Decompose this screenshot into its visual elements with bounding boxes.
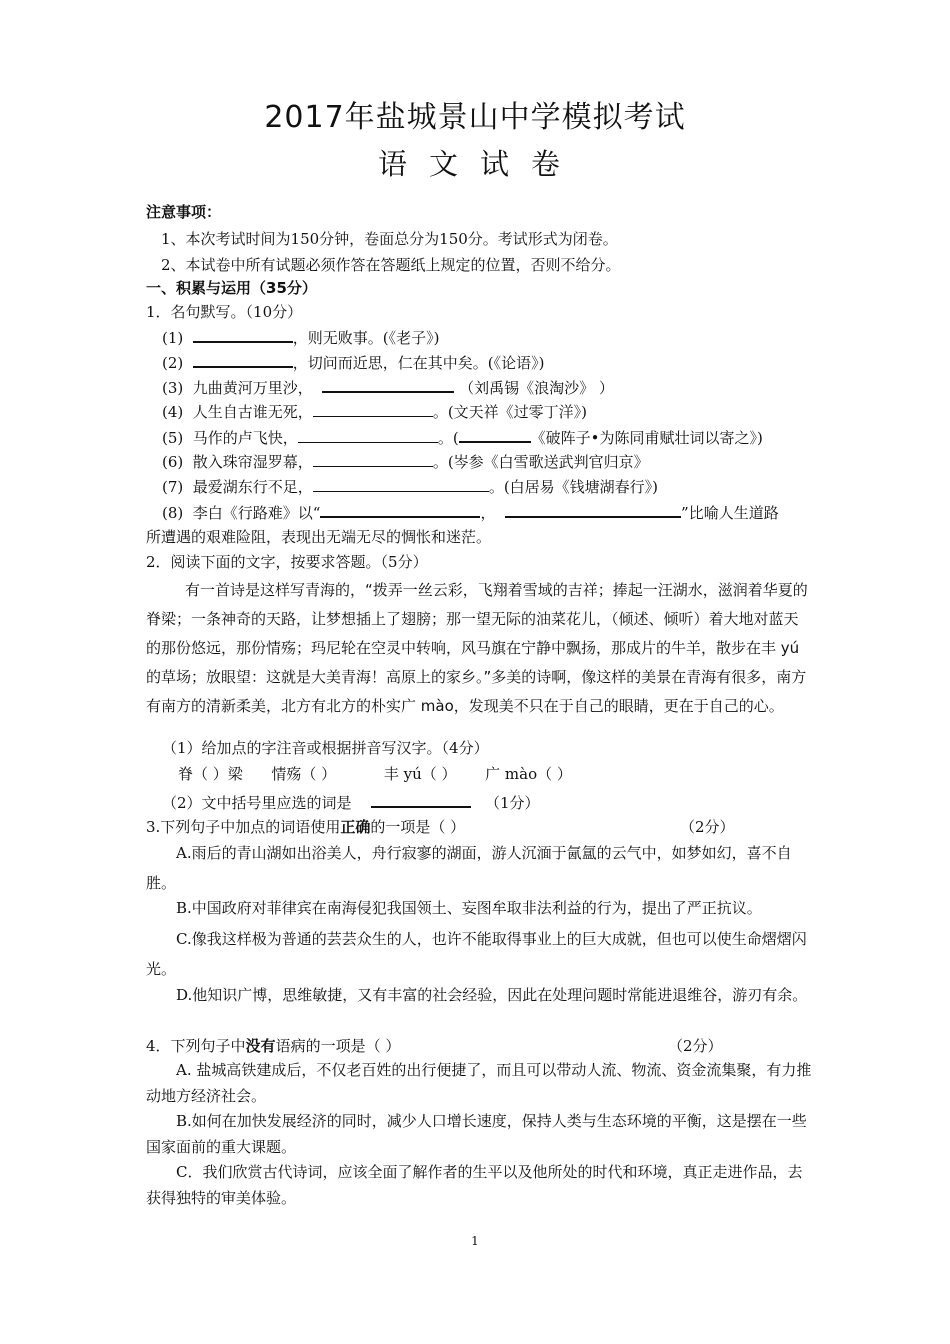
q1-item-8-cont: 所遭遇的艰难险阻，表现出无端无尽的惆怅和迷茫。: [146, 528, 492, 546]
sub2-text: （2）文中括号里应选的词是: [162, 794, 352, 812]
item-source: 《破阵子•为陈同甫赋壮词以寄之》): [530, 429, 763, 447]
pinyin-item-1: 脊（ ）梁: [178, 765, 243, 783]
notice-item-1: 1、本次考试时间为150分钟，卷面总分为150分。考试形式为闭卷。: [161, 230, 618, 248]
q4-option-c: C．我们欣赏古代诗词，应该全面了解作者的生平以及他所处的时代和环境，真正走进作品，去获得独特的审美体验。: [146, 1163, 803, 1207]
q4-stem: [146, 1036, 400, 1056]
item-num: (2): [162, 354, 184, 372]
item-num: (1): [162, 329, 184, 347]
q4-stem-b: 语病的一项是（ ）: [275, 1037, 401, 1055]
q1-item-5: [162, 427, 763, 448]
item-source: 。(岑参《白雪歌送武判官归京》: [432, 453, 649, 471]
q1-stem: 1．名句默写。（10分）: [146, 303, 303, 321]
q1-item-2: [162, 352, 545, 373]
item-source: 。(文天祥《过零丁洋》): [432, 403, 588, 421]
q4-stem-a: 4．下列句子中: [146, 1037, 246, 1055]
item-text: 九曲黄河万里沙，: [192, 379, 313, 397]
page-number: 1: [471, 1234, 479, 1248]
answer-blank[interactable]: [371, 792, 471, 808]
item-text: 最爱湖东行不足，: [192, 478, 313, 496]
section-heading: 一、积累与运用（35分）: [146, 279, 317, 297]
exam-title: 2017年盐城景山中学模拟考试: [264, 100, 686, 135]
notice-heading: 注意事项：: [146, 203, 222, 221]
item-source: 。(白居易《钱塘湖春行》): [488, 478, 659, 496]
q4-option-a: A. 盐城高铁建成后，不仅老百姓的出行便捷了，而且可以带动人流、物流、资金流集聚，有力推动地方经济社会。: [146, 1061, 812, 1105]
q3-score: （2分）: [680, 818, 735, 836]
q2-sub1-items: [178, 764, 572, 784]
item-text: 李白《行路难》以“: [192, 504, 321, 522]
pinyin-item-2: 情殇（ ）: [271, 765, 337, 783]
q3-option-a: A.雨后的青山湖如出浴美人，舟行寂寥的湖面，游人沉湎于氤氲的云气中，如梦如幻，喜不自胜。: [146, 844, 792, 892]
q1-item-3: [162, 377, 614, 398]
reading-passage: 有一首诗是这样写青海的，“拨弄一丝云彩，飞翔着雪域的吉祥；捧起一汪湖水，滋润着华夏的脊梁；一条神奇的天路，让梦想插上了翅膀；那一望无际的油菜花儿，（倾述、倾听）着大地对蓝天的那份悠远，那份情殇；玛尼轮在空灵中转响，风马旗在宁静中飘扬，那成片的牛羊，散步在丰 yú的草场；放眼望：这就是大美青海！高原上的家乡。”多美的诗啊，像这样的美景在青海有很多，南方有南方的清新柔美，北方有北方的朴实广 mào，发现美不只在于自己的眼睛，更在于自己的心。: [146, 581, 808, 715]
item-num: (3): [162, 379, 184, 397]
item-num: (4): [162, 403, 184, 421]
q2-stem-text: 2．阅读下面的文字，按要求答题。（5分）: [146, 553, 428, 571]
item-source: （刘禹锡《浪淘沙》 ）: [459, 379, 614, 397]
q2-sub1: （1）给加点的字注音或根据拼音写汉字。（4分）: [162, 739, 489, 757]
q4-option-b: B.如何在加快发展经济的同时，减少人口增长速度，保持人类与生态环境的平衡，这是摆在一些国家面前的重大课题。: [146, 1112, 807, 1156]
q3-option-c: C.像我这样极为普通的芸芸众生的人，也许不能取得事业上的巨大成就，但也可以使生命熠熠闪光。: [146, 930, 807, 978]
answer-blank[interactable]: [322, 377, 454, 393]
item-text: 人生自古谁无死，: [192, 403, 313, 421]
q3-option-d: D.他知识广博，思维敏捷，又有丰富的社会经验，因此在处理问题时常能进退维谷，游刃有余。: [176, 986, 808, 1004]
q4-score: （2分）: [668, 1037, 723, 1055]
q2-sub2: [162, 792, 539, 813]
sub2-score: （1分）: [484, 794, 540, 812]
q1-item-1: [162, 327, 440, 348]
q1-item-6: [162, 452, 649, 472]
q1-item-7: [162, 477, 658, 497]
answer-blank[interactable]: [313, 402, 433, 417]
answer-blank[interactable]: [320, 502, 480, 518]
q3-stem-a: 3.下列句子中加点的词语使用: [146, 818, 341, 836]
answer-blank[interactable]: [193, 327, 293, 343]
q3-stem-b: 的一项是（ ）: [370, 818, 466, 836]
item-punct: 。(: [437, 429, 459, 447]
item-text: ”比喻人生道路: [681, 504, 779, 522]
item-text: 马作的卢飞快，: [192, 429, 298, 447]
notice-item-2: 2、本试卷中所有试题必须作答在答题纸上规定的位置，否则不给分。: [161, 256, 621, 274]
answer-blank[interactable]: [313, 477, 489, 492]
q1-item-4: [162, 402, 587, 422]
item-text: ，切问而近思，仁在其中矣。(《论语》): [292, 354, 545, 372]
answer-blank[interactable]: [313, 452, 433, 467]
answer-blank[interactable]: [193, 352, 293, 368]
item-text: 散入珠帘湿罗幕，: [192, 453, 313, 471]
pinyin-item-4: 广 mào（ ）: [485, 765, 572, 783]
q4-stem-bold: 没有: [245, 1037, 276, 1055]
author-blank[interactable]: [459, 427, 531, 443]
q3-option-b: B.中国政府对菲律宾在南海侵犯我国领土、妄图牟取非法利益的行为，提出了严正抗议。: [176, 899, 762, 917]
item-num: (7): [162, 478, 184, 496]
answer-blank[interactable]: [298, 428, 438, 443]
item-num: (8): [162, 504, 184, 522]
answer-blank[interactable]: [505, 502, 681, 518]
pinyin-item-3: 丰 yú（ ）: [383, 765, 457, 783]
exam-subtitle: 语文试卷: [377, 147, 582, 181]
q1-item-8: [162, 502, 779, 523]
q3-stem-bold: 正确: [340, 818, 371, 836]
q3-stem: [146, 817, 465, 837]
item-num: (5): [162, 429, 184, 447]
item-punct: ，: [480, 504, 496, 522]
item-text: ，则无败事。(《老子》): [292, 329, 440, 347]
item-num: (6): [162, 453, 184, 471]
